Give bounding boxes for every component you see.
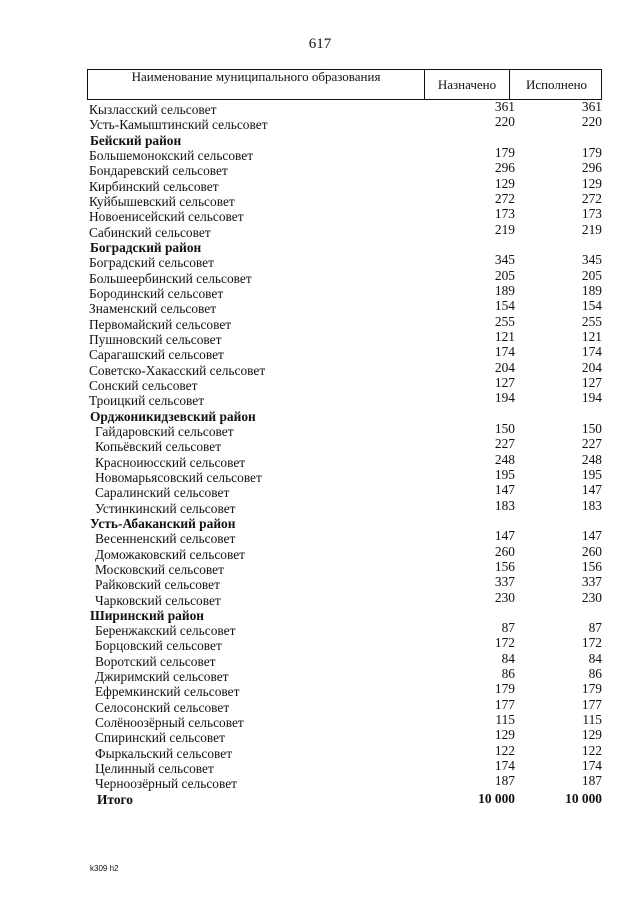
district-name: Орджоникидзевский район	[90, 408, 256, 424]
table-row	[87, 744, 602, 759]
table-row	[87, 727, 602, 746]
table-row	[87, 712, 602, 731]
assigned-value: 154	[494, 298, 515, 314]
executed-value: 115	[582, 712, 602, 728]
municipality-name: Воротский сельсовет	[95, 653, 216, 669]
table-header	[87, 69, 602, 100]
table-row	[87, 574, 602, 593]
assigned-value: 177	[494, 696, 515, 712]
municipality-name: Троицкий сельсовет	[89, 393, 205, 409]
table-row	[87, 545, 602, 560]
assigned-value: 195	[494, 466, 515, 482]
executed-value: 195	[581, 466, 602, 482]
municipality-name: Новоенисейский сельсовет	[89, 209, 244, 225]
table-body	[87, 100, 602, 805]
executed-value: 361	[581, 99, 602, 114]
municipality-name: Боградский сельсовет	[89, 255, 214, 271]
municipality-name: Сарагашский сельсовет	[89, 347, 224, 363]
assigned-value: 147	[494, 482, 515, 498]
assigned-value: 337	[494, 574, 515, 590]
municipality-name: Большемонокский сельсовет	[89, 147, 254, 163]
municipality-name: Черноозёрный сельсовет	[95, 776, 238, 792]
table-row	[87, 468, 602, 483]
executed-value: 173	[581, 206, 602, 222]
total-label: Итого	[97, 791, 133, 807]
municipality-name: Знаменский сельсовет	[89, 301, 217, 317]
municipality-name: Целинный сельсовет	[95, 761, 214, 777]
executed-value: 177	[581, 696, 602, 712]
municipality-name: Сабинский сельсовет	[89, 224, 211, 240]
municipality-name: Саралинский сельсовет	[95, 485, 230, 501]
executed-value: 230	[581, 589, 602, 605]
executed-value: 345	[581, 252, 602, 268]
executed-value: 147	[581, 528, 602, 544]
table-row	[87, 361, 602, 376]
assigned-value: 86	[501, 666, 515, 682]
table-row	[87, 100, 602, 115]
table-row	[87, 284, 602, 299]
assigned-value: 174	[494, 344, 515, 360]
assigned-value: 189	[494, 282, 515, 298]
executed-value: 189	[581, 282, 602, 298]
executed-value: 150	[581, 420, 602, 436]
municipality-name: Пушновский сельсовет	[89, 331, 222, 347]
table-row	[87, 620, 602, 639]
table-row	[87, 758, 602, 777]
assigned-value: 296	[494, 160, 515, 176]
table-row	[87, 223, 602, 238]
table-row	[87, 499, 602, 514]
table-row	[87, 344, 602, 363]
municipality-name: Советско-Хакасский сельсовет	[89, 362, 266, 378]
municipality-name: Новомарьясовский сельсовет	[95, 469, 262, 485]
assigned-value: 84	[501, 650, 515, 666]
assigned-value: 204	[494, 359, 515, 375]
assigned-value: 156	[494, 558, 515, 574]
municipality-name: Доможаковский сельсовет	[95, 546, 246, 562]
executed-value: 187	[581, 773, 602, 789]
executed-value: 227	[581, 436, 602, 452]
executed-value: 255	[581, 313, 602, 329]
municipality-name: Кирбинский сельсовет	[89, 178, 219, 194]
executed-value: 84	[588, 650, 602, 666]
executed-value: 205	[581, 267, 602, 283]
table-row	[87, 114, 602, 133]
municipality-name: Селосонский сельсовет	[95, 699, 230, 715]
executed-value: 129	[581, 727, 602, 743]
header-executed-column: Исполнено	[525, 77, 588, 92]
executed-value: 219	[581, 221, 602, 237]
assigned-value: 10 000	[478, 790, 515, 806]
executed-value: 10 000	[565, 790, 602, 806]
table-row	[87, 146, 602, 161]
assigned-value: 173	[494, 206, 515, 222]
municipality-name: Устинкинский сельсовет	[95, 500, 236, 516]
header-name-column: Наименование муниципального образования	[88, 70, 425, 99]
municipality-name: Гайдаровский сельсовет	[95, 423, 234, 439]
assigned-value: 205	[494, 267, 515, 283]
municipality-name: Большеербинский сельсовет	[89, 270, 252, 286]
table-row	[87, 591, 602, 606]
table-row	[87, 453, 602, 468]
municipality-name: Беренжакский сельсовет	[95, 623, 236, 639]
assigned-value: 179	[494, 681, 515, 697]
executed-value: 248	[581, 451, 602, 467]
table-row	[87, 635, 602, 654]
municipality-name: Райковский сельсовет	[95, 577, 220, 593]
executed-value: 174	[581, 344, 602, 360]
assigned-value: 230	[494, 589, 515, 605]
executed-value: 129	[581, 175, 602, 191]
assigned-value: 248	[494, 451, 515, 467]
assigned-value: 121	[494, 328, 515, 344]
municipality-name: Ефремкинский сельсовет	[95, 684, 240, 700]
municipality-name: Куйбышевский сельсовет	[89, 193, 235, 209]
municipality-name: Солёноозёрный сельсовет	[95, 715, 244, 731]
executed-value: 194	[581, 390, 602, 406]
assigned-value: 220	[494, 114, 515, 130]
municipality-name: Чарковский сельсовет	[95, 592, 221, 608]
table-row	[87, 192, 602, 207]
executed-value: 156	[581, 558, 602, 574]
executed-value: 296	[581, 160, 602, 176]
district-name: Усть-Абаканский район	[90, 515, 236, 531]
table-row	[87, 269, 602, 284]
municipality-name: Красноиюсский сельсовет	[95, 454, 246, 470]
assigned-value: 227	[494, 436, 515, 452]
district-heading-row	[87, 407, 602, 422]
assigned-value: 361	[494, 99, 515, 114]
table-row	[87, 330, 602, 345]
district-name: Боградский район	[90, 239, 202, 255]
municipality-name: Копьёвский сельсовет	[95, 439, 222, 455]
district-heading-row	[87, 238, 602, 253]
footer-code: k309 h2	[90, 864, 119, 873]
assigned-value: 129	[494, 175, 515, 191]
table-row	[87, 177, 602, 192]
municipality-name: Борцовский сельсовет	[95, 638, 222, 654]
table-row	[87, 376, 602, 391]
table-row	[87, 390, 602, 409]
table-row	[87, 252, 602, 271]
executed-value: 183	[581, 497, 602, 513]
executed-value: 179	[581, 681, 602, 697]
assigned-value: 187	[494, 773, 515, 789]
table-row	[87, 560, 602, 575]
executed-value: 179	[581, 144, 602, 160]
assigned-value: 87	[501, 620, 515, 636]
municipality-name: Кызласский сельсовет	[89, 102, 217, 117]
table-row	[87, 422, 602, 437]
municipality-name: Весенненский сельсовет	[95, 531, 236, 547]
municipality-name: Бондаревский сельсовет	[89, 163, 228, 179]
table-row	[87, 652, 602, 667]
assigned-value: 345	[494, 252, 515, 268]
table-row	[87, 528, 602, 547]
table-row	[87, 666, 602, 685]
page-number: 617	[308, 36, 332, 52]
municipality-name: Сонский сельсовет	[89, 377, 198, 393]
district-name: Бейский район	[90, 132, 182, 148]
executed-value: 260	[581, 543, 602, 559]
executed-value: 86	[588, 666, 602, 682]
assigned-value: 174	[494, 758, 515, 774]
table-row	[87, 206, 602, 225]
executed-value: 337	[581, 574, 602, 590]
assigned-value: 255	[494, 313, 515, 329]
municipality-name: Джиримский сельсовет	[95, 669, 229, 685]
executed-value: 154	[581, 298, 602, 314]
assigned-value: 150	[494, 420, 515, 436]
municipality-name: Московский сельсовет	[95, 561, 224, 577]
executed-value: 172	[581, 635, 602, 651]
table-row	[87, 698, 602, 713]
district-name: Ширинский район	[90, 607, 205, 623]
table-row	[87, 298, 602, 317]
total-row	[87, 790, 602, 805]
assigned-value: 194	[494, 390, 515, 406]
header-assigned-column: Назначено	[425, 70, 510, 99]
executed-value: 272	[581, 190, 602, 206]
assigned-value: 179	[494, 144, 515, 160]
table-row	[87, 315, 602, 330]
table-row	[87, 482, 602, 501]
table-row	[87, 436, 602, 455]
executed-value: 127	[581, 374, 602, 390]
assigned-value: 183	[494, 497, 515, 513]
municipality-name: Первомайский сельсовет	[89, 316, 232, 332]
assigned-value: 260	[494, 543, 515, 559]
municipality-name: Усть-Камыштинский сельсовет	[89, 117, 268, 133]
executed-value: 204	[581, 359, 602, 375]
table-row	[87, 160, 602, 179]
executed-value: 174	[581, 758, 602, 774]
assigned-value: 147	[494, 528, 515, 544]
municipality-name: Фыркальский сельсовет	[95, 745, 233, 761]
assigned-value: 129	[494, 727, 515, 743]
district-heading-row	[87, 606, 602, 621]
district-heading-row	[87, 131, 602, 146]
municipality-name: Спиринский сельсовет	[95, 730, 225, 746]
assigned-value: 127	[494, 374, 515, 390]
assigned-value: 115	[495, 712, 515, 728]
assigned-value: 172	[494, 635, 515, 651]
district-heading-row	[87, 514, 602, 529]
assigned-value: 122	[494, 742, 515, 758]
executed-value: 122	[581, 742, 602, 758]
assigned-value: 272	[494, 190, 515, 206]
municipality-name: Бородинский сельсовет	[89, 285, 224, 301]
executed-value: 87	[588, 620, 602, 636]
assigned-value: 219	[494, 221, 515, 237]
table-row	[87, 681, 602, 700]
table-row	[87, 773, 602, 792]
executed-value: 220	[581, 114, 602, 130]
executed-value: 121	[581, 328, 602, 344]
executed-value: 147	[581, 482, 602, 498]
